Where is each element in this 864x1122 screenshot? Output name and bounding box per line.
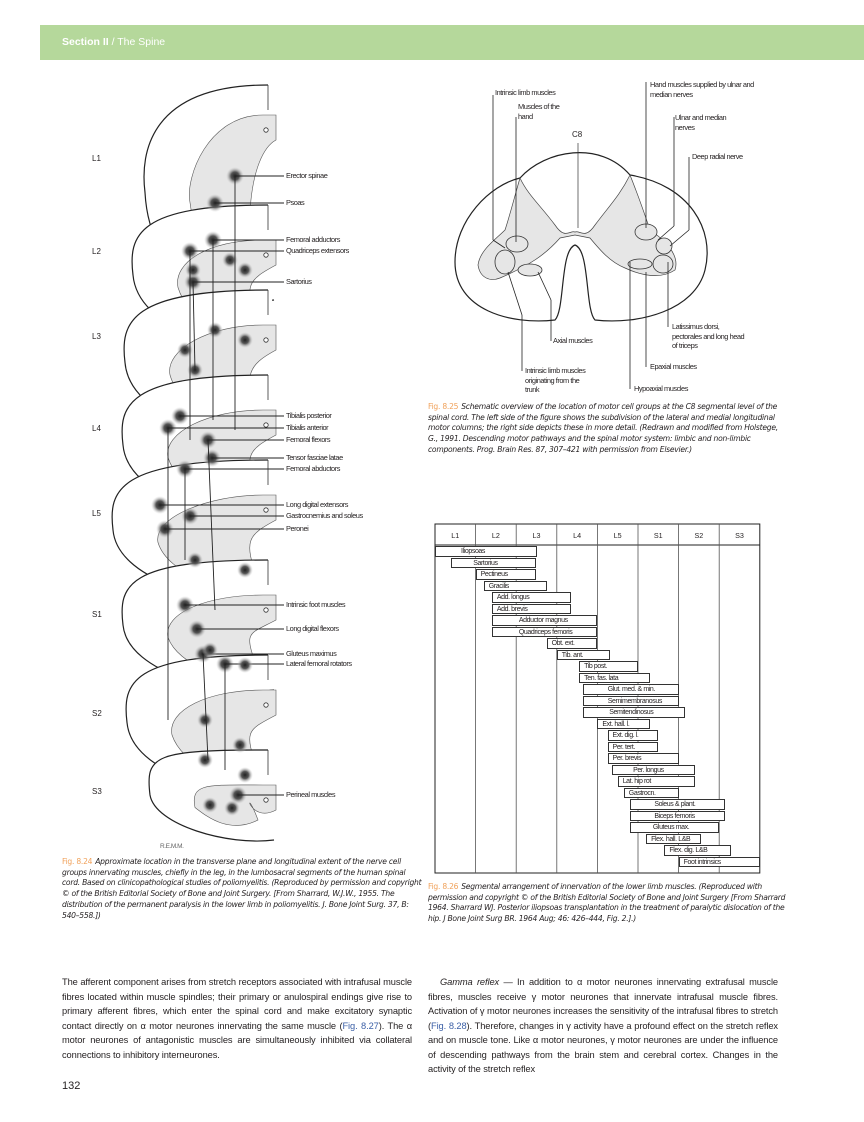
label-deep-radial-nerve: Deep radial nerve <box>692 152 743 161</box>
segment-label-l1: L1 <box>92 154 101 163</box>
segment-label-l5: L5 <box>92 509 101 518</box>
label-tibialis-posterior: Tibialis posterior <box>286 411 332 420</box>
label-femoral-flexors: Femoral flexors <box>286 435 331 444</box>
segment-header-l4: L4 <box>573 531 582 540</box>
label-hypoaxial-muscles: Hypoaxial muscles <box>634 384 688 393</box>
segment-label-l3: L3 <box>92 332 101 341</box>
label-long-digital-flexors: Long digital flexors <box>286 624 339 633</box>
label-tibialis-anterior: Tibialis anterior <box>286 423 329 432</box>
label-axial-muscles: Axial muscles <box>553 336 593 345</box>
muscle-bar-adductor-magnus: Adductor magnus <box>492 615 598 626</box>
muscle-bar-semitendinosus: Semitendinosus <box>583 707 685 718</box>
segment-label-l4: L4 <box>92 424 101 433</box>
segment-label-s1: S1 <box>92 610 102 619</box>
label-peronei: Peronei <box>286 524 309 533</box>
fig-8-25-caption: Fig. 8.25 Schematic overview of the location of motor cell groups at the C8 segmental level of the spinal cord. The left side of the figure shows the subdivision of the lateral and medial longitudinal motor columns; the right side depicts these in more detail. (Redrawn and modified from Holstege, G., 1991. Descending motor pathways and the spinal motor system: limbic and non-limbic components. Prog. Brain Res. 87, 307–421 with permission from Elsevier.) <box>428 402 778 454</box>
muscle-bar-add-longus: Add. longus <box>492 592 571 603</box>
segment-header-l5: L5 <box>613 531 622 540</box>
caption-number: Fig. 8.25 <box>428 402 459 411</box>
muscle-bar-per-brevis: Per. brevis <box>608 753 679 764</box>
label-tensor-fasciae-latae: Tensor fasciae latae <box>286 453 343 462</box>
muscle-bar-sartorius: Sartorius <box>451 558 536 569</box>
muscle-bar-biceps-femoris: Biceps femoris <box>630 811 725 822</box>
segment-header-s3: S3 <box>735 531 744 540</box>
segment-header-l2: L2 <box>491 531 500 540</box>
muscle-bar-soleus-plant: Soleus & plant. <box>630 799 725 810</box>
muscle-bar-tib-post: Tib post. <box>579 661 638 672</box>
label-intrinsic-limb-muscles-originating-from-the-trunk: Intrinsic limb muscles originating from the trunk <box>525 366 586 395</box>
c8-level-label: C8 <box>572 130 583 139</box>
label-sartorius: Sartorius <box>286 277 312 286</box>
caption-number: Fig. 8.26 <box>428 882 459 891</box>
body-paragraph-right: Gamma reflex — In addition to α motor neurones innervating extrafusal muscle fibres, muscles receive γ motor neurones that innervate intrafusal muscle fibres. Activation of γ motor neurones increases the sensitivity of the intrafusal fibres to stretch (Fig. 8.28). Therefore, changes in γ activity have a profound effect on the stretch reflex and on muscle tone. Like α motor neurones, γ motor neurones are under the influence of descending pathways from the brain stem and cerebral cortex. Changes in the activity of the stretch reflex <box>428 977 778 1074</box>
muscle-bar-pectineus: Pectineus <box>476 569 537 580</box>
segment-label-s3: S3 <box>92 787 102 796</box>
figure-link[interactable]: Fig. 8.27 <box>342 1020 379 1031</box>
muscle-bar-flex-dig-l-b: Flex. dig. L&B <box>664 845 731 856</box>
muscle-bar-ext-hall-l: Ext. hall. l. <box>597 719 650 730</box>
label-femoral-abductors: Femoral abductors <box>286 464 340 473</box>
label-hand-muscles-supplied-by-ulnar-and-median-nerves: Hand muscles supplied by ulnar and median nerves <box>650 80 754 99</box>
muscle-bar-flex-hall-l-b: Flex. hall. L&B <box>646 834 701 845</box>
paragraph-heading: Gamma reflex <box>440 977 500 987</box>
segment-header-l1: L1 <box>451 531 460 540</box>
label-perineal-muscles: Perineal muscles <box>286 790 336 799</box>
label-muscles-of-the-hand: Muscles of the hand <box>518 102 560 121</box>
segment-header-s2: S2 <box>694 531 704 540</box>
label-intrinsic-foot-muscles: Intrinsic foot muscles <box>286 600 346 609</box>
body-paragraph-left: The afferent component arises from stretch receptors associated with intrafusal muscle fibres located within muscle spindles; their primary or anulospiral endings give rise to primary afferent fibres, which enter the spinal cord and make excitatory synaptic contact directly on α motor neurones innervating the same muscle (Fig. 8.27). The α motor neurones of antagonistic muscles are simultaneously inhibited via collateral connections to inhibitory interneurones. <box>62 977 412 1060</box>
muscle-bar-tib-ant: Tib. ant. <box>557 650 610 661</box>
muscle-bar-ext-dig-l: Ext. dig. l. <box>608 730 659 741</box>
label-quadriceps-extensors: Quadriceps extensors <box>286 246 349 255</box>
muscle-bar-quadriceps-femoris: Quadriceps femoris <box>492 627 598 638</box>
label-long-digital-extensors: Long digital extensors <box>286 500 349 509</box>
label-ulnar-and-median-nerves: Ulnar and median nerves <box>675 113 727 132</box>
label-erector-spinae: Erector spinae <box>286 171 328 180</box>
page-number: 132 <box>62 1080 81 1092</box>
fig-8-24-signature: R.E.M.M. <box>160 843 184 850</box>
muscle-bar-semimembranosus: Semimembranosus <box>583 696 678 707</box>
segment-header-l3: L3 <box>532 531 541 540</box>
fig-8-26-caption: Fig. 8.26 Segmental arrangement of innervation of the lower limb muscles. (Reproduced with permission and copyright © of the British Editorial Society of Bone and Joint Surgery [From Sharrard 1964. Sharrard WJ. Posterior iliopsoas transplantation in the treatment of paralytic dislocation of the hip. J Bone Joint Surg BR. 1964 Aug; 46: 426–444, Fig. 2.].) <box>428 882 786 924</box>
muscle-bar-add-brevis: Add. brevis <box>492 604 571 615</box>
muscle-bar-foot-intrinsics: Foot intrinsics <box>679 857 760 868</box>
label-psoas: Psoas <box>286 198 305 207</box>
label-femoral-adductors: Femoral adductors <box>286 235 340 244</box>
muscle-bar-gastrocn: Gastrocn. <box>624 788 679 799</box>
muscle-bar-glut-med-min: Glut. med. & min. <box>583 684 678 695</box>
label-intrinsic-limb-muscles: Intrinsic limb muscles <box>495 88 556 97</box>
caption-number: Fig. 8.24 <box>62 857 93 866</box>
segment-label-s2: S2 <box>92 709 102 718</box>
label-gastrocnemius-and-soleus: Gastrocnemius and soleus <box>286 511 363 520</box>
fig-8-24-caption: Fig. 8.24 Approximate location in the transverse plane and longitudinal extent of the nerve cell groups innervating muscles, chiefly in the leg, in the lumbosacral segments of the human spinal cord. Based on clinicopathological studies of poliomyelitis. (Reproduced by permission and copyright © of the British Editorial Society of Bone and Joint Surgery. [From Sharrard, W.J.W., 1955. The distribution of the permanent paralysis in the lower limb in poliomyelitis. J. Bone Joint Surg. 37, B: 540–558.]) <box>62 857 422 920</box>
muscle-bar-per-tert: Per. tert. <box>608 742 659 753</box>
muscle-bar-lat-hip-rot: Lat. hip rot <box>618 776 695 787</box>
muscle-bar-ten-fas-lata: Ten. fas. lata <box>579 673 650 684</box>
label-epaxial-muscles: Epaxial muscles <box>650 362 697 371</box>
label-gluteus-maximus: Gluteus maximus <box>286 649 337 658</box>
muscle-bar-gluteus-max: Gluteus max. <box>630 822 719 833</box>
section-header-text: Section II / The Spine <box>62 36 166 48</box>
figure-link[interactable]: Fig. 8.28 <box>431 1020 467 1031</box>
muscle-bar-iliopsoas: Iliopsoas <box>435 546 537 557</box>
segment-header-s1: S1 <box>653 531 663 540</box>
muscle-bar-per-longus: Per. longus <box>612 765 695 776</box>
muscle-bar-gracilis: Gracilis <box>484 581 547 592</box>
label-lateral-femoral-rotators: Lateral femoral rotators <box>286 659 352 668</box>
segment-label-l2: L2 <box>92 247 101 256</box>
label-latissimus-dorsi-pectorales-and-long-head-of-triceps: Latissimus dorsi, pectorales and long head of triceps <box>672 322 745 351</box>
muscle-bar-obt-ext: Obt. ext. <box>547 638 598 649</box>
